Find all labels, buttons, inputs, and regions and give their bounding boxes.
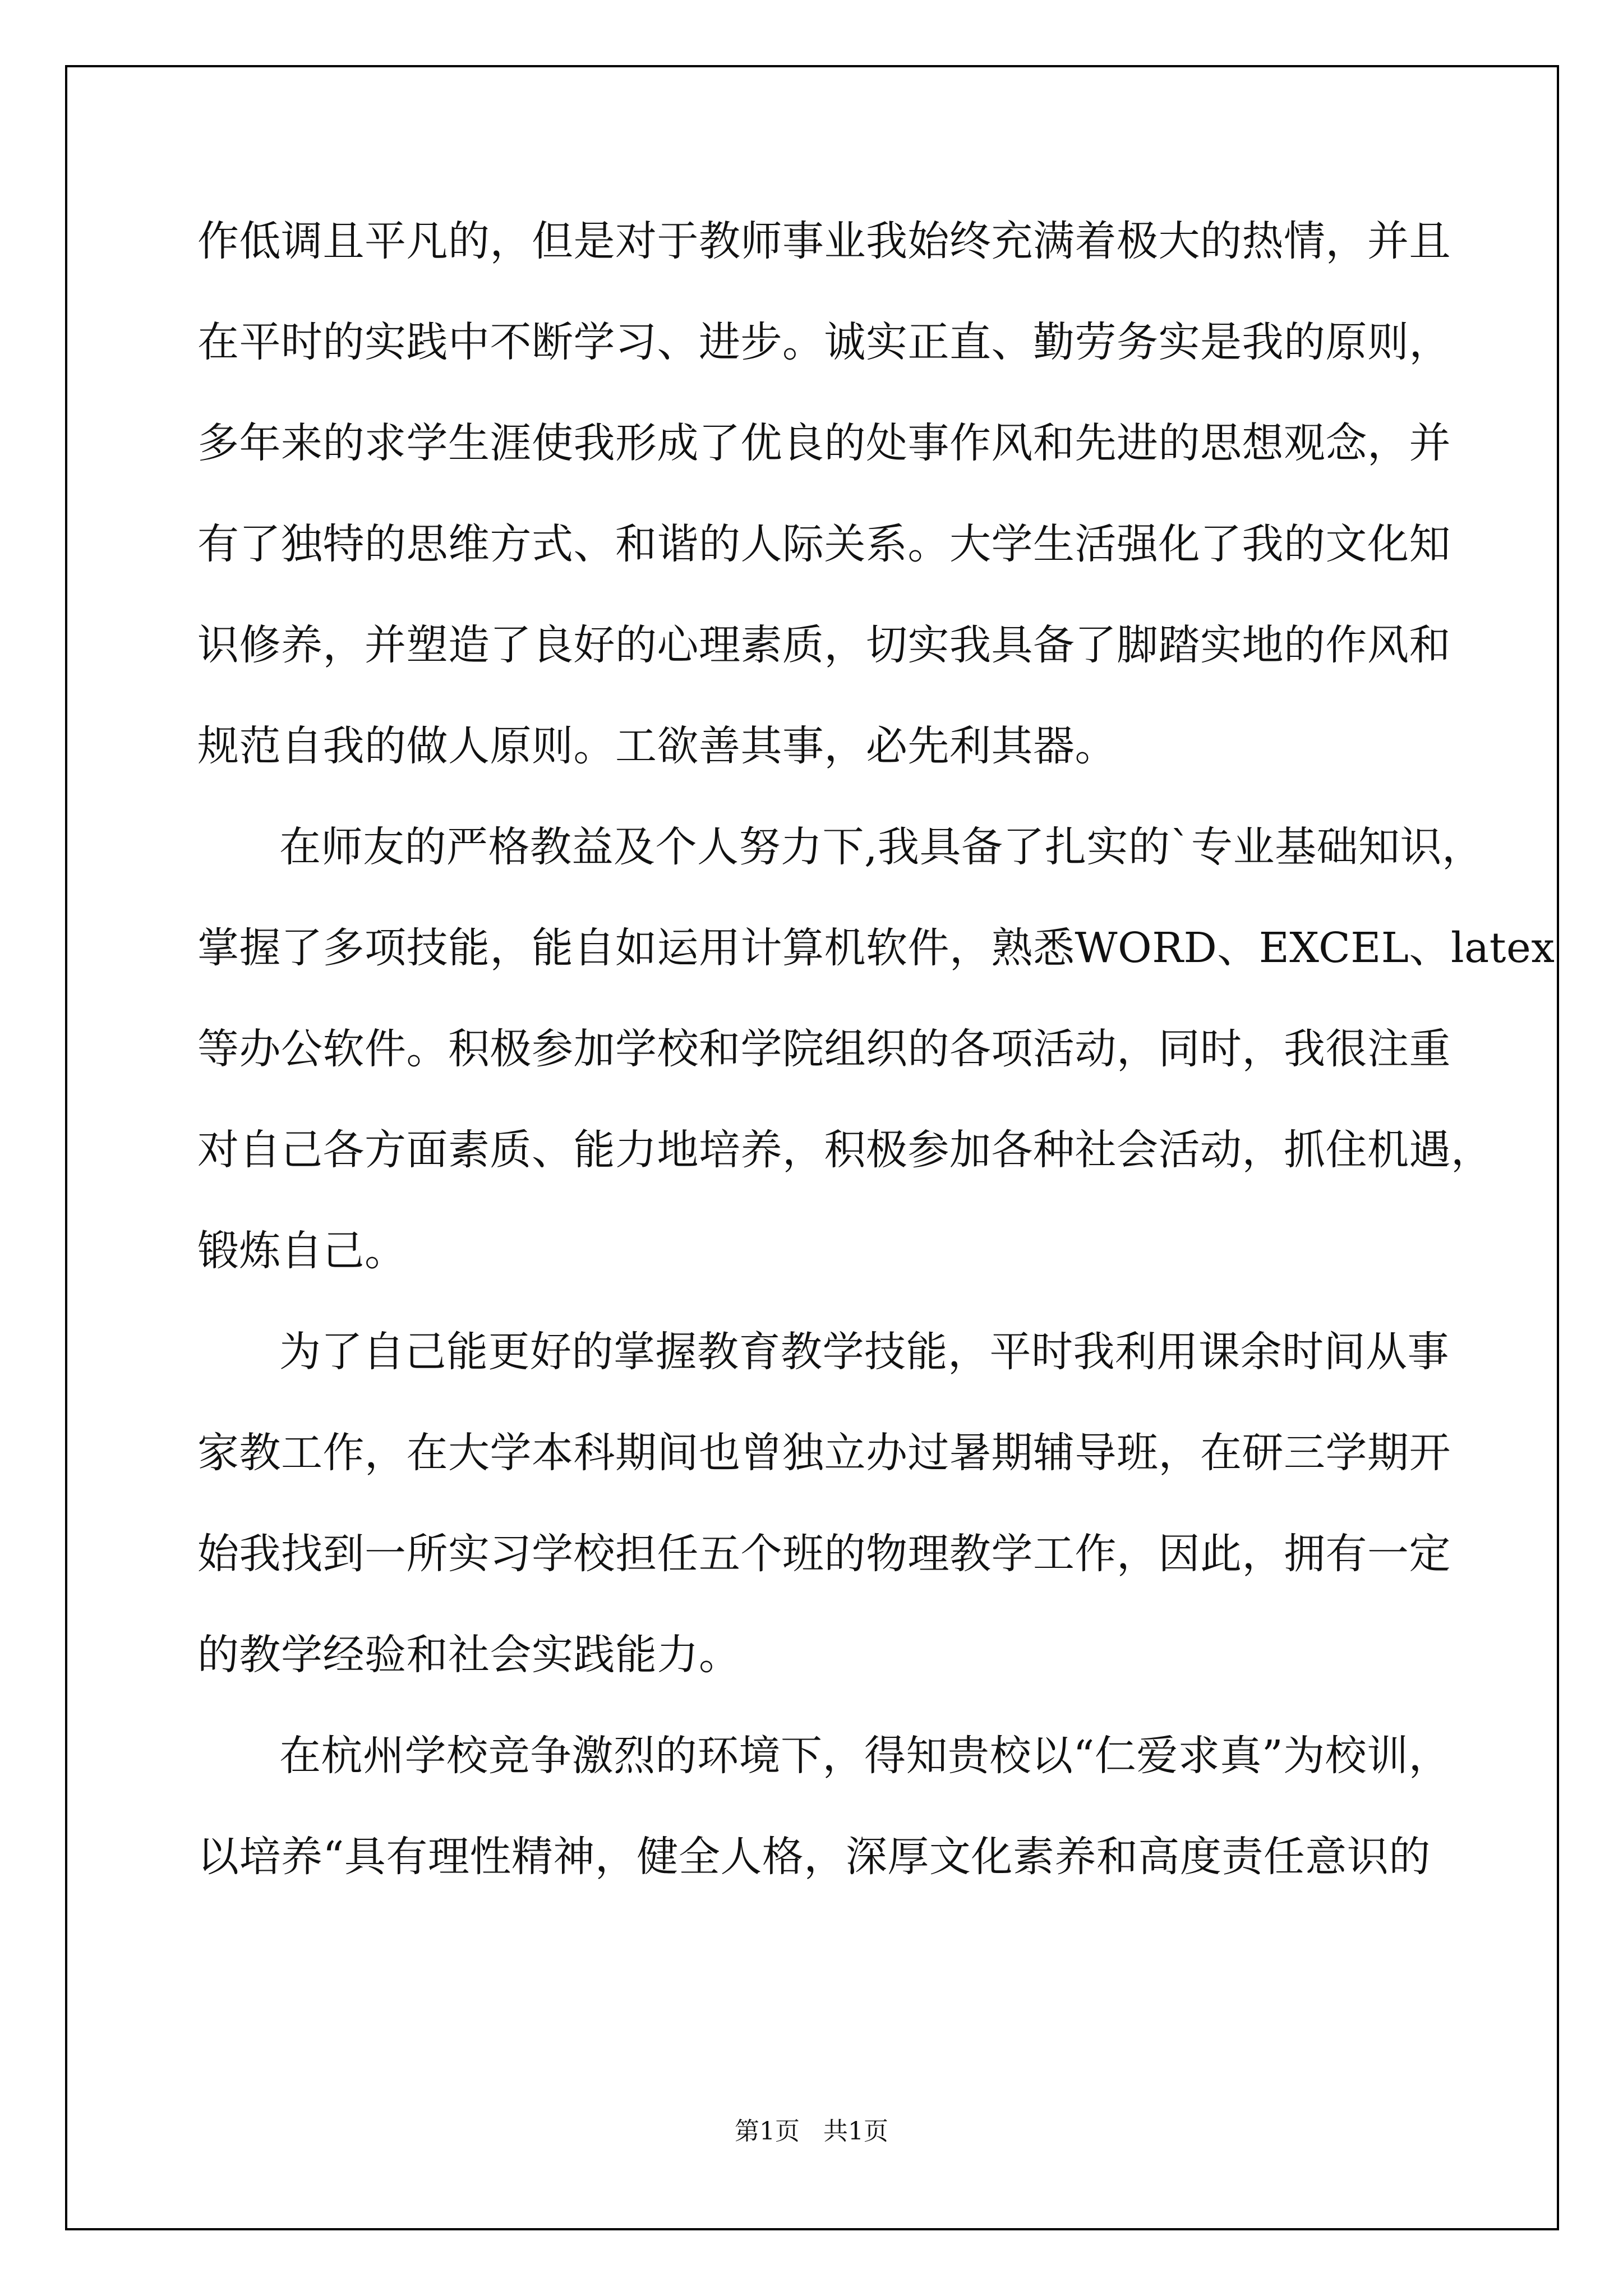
text-line: 多年来的求学生涯使我形成了优良的处事作风和先进的思想观念，并 — [197, 419, 1451, 467]
page-number-total: 共1页 — [823, 2117, 888, 2146]
text-line: 在杭州学校竞争激烈的环境下，得知贵校以“仁爱求真”为校训， — [279, 1732, 1451, 1780]
text-line: 有了独特的思维方式、和谐的人际关系。大学生活强化了我的文化知 — [197, 520, 1451, 568]
text-line: 对自己各方面素质、能力地培养，积极参加各种社会活动，抓住机遇， — [197, 1126, 1493, 1174]
text-line: 在师友的严格教益及个人努力下,我具备了扎实的`专业基础知识， — [279, 823, 1484, 871]
text-line: 家教工作，在大学本科期间也曾独立办过暑期辅导班，在研三学期开 — [197, 1429, 1451, 1477]
text-line: 在平时的实践中不断学习、进步。诚实正直、勤劳务实是我的原则， — [197, 318, 1451, 366]
text-line: 规范自我的做人原则。工欲善其事，必先利其器。 — [197, 722, 1117, 770]
page-number-current: 第1页 — [735, 2117, 800, 2146]
text-line: 等办公软件。积极参加学校和学院组织的各项活动，同时，我很注重 — [197, 1025, 1451, 1073]
page-footer — [0, 2115, 1623, 2148]
text-line: 为了自己能更好的掌握教育教学技能，平时我利用课余时间从事 — [279, 1328, 1449, 1376]
text-line: 以培养“具有理性精神，健全人格，深厚文化素养和高度责任意识的 — [197, 1833, 1431, 1881]
text-line: 锻炼自己。 — [197, 1227, 407, 1275]
text-line: 掌握了多项技能，能自如运用计算机软件，熟悉WORD、EXCEL、latex — [197, 924, 1555, 972]
text-line: 始我找到一所实习学校担任五个班的物理教学工作，因此，拥有一定 — [197, 1530, 1451, 1578]
text-line: 识修养，并塑造了良好的心理素质，切实我具备了脚踏实地的作风和 — [197, 621, 1451, 669]
text-line: 的教学经验和社会实践能力。 — [197, 1631, 741, 1679]
text-line: 作低调且平凡的，但是对于教师事业我始终充满着极大的热情，并且 — [197, 217, 1451, 265]
